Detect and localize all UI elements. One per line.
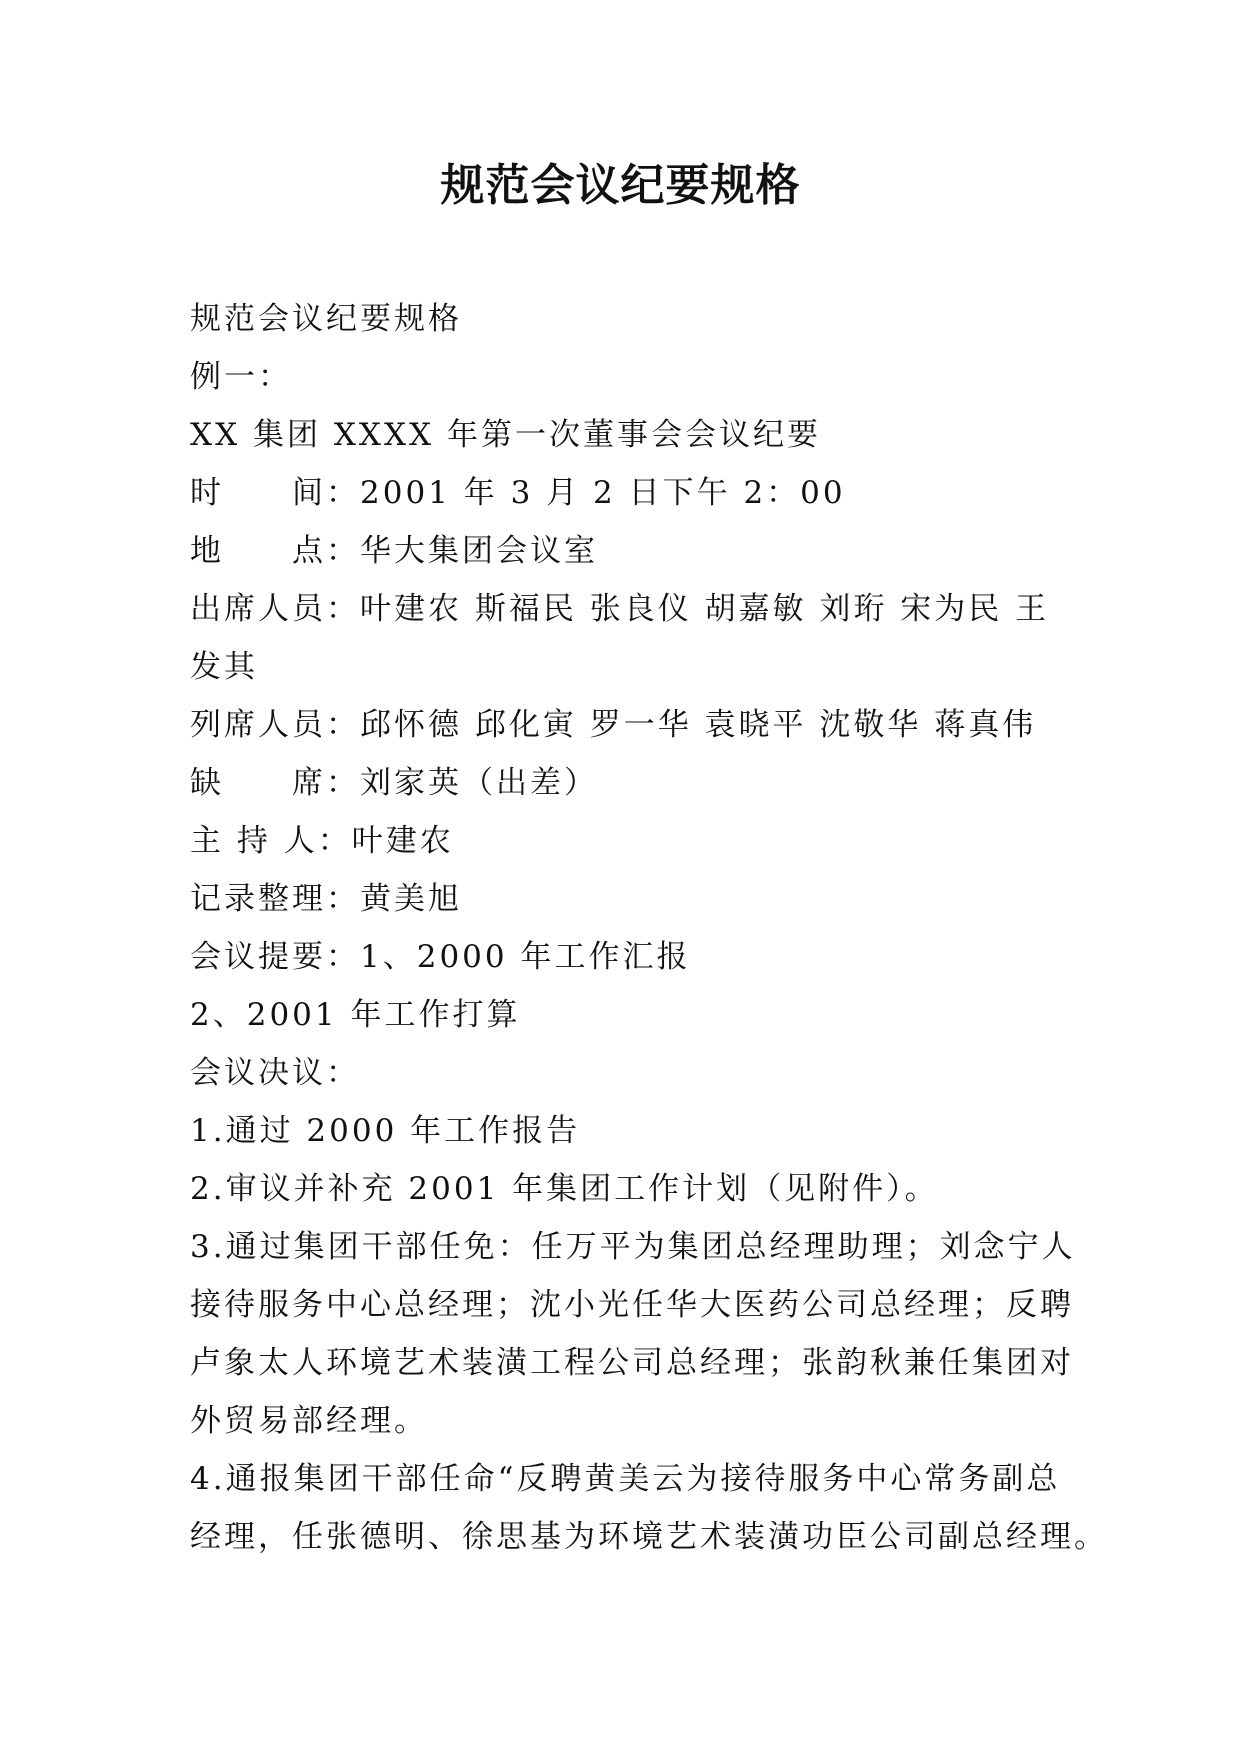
recorder-row [190, 870, 1070, 928]
resolution-2: 2.审议并补充 2001 年集团工作计划（见附件）。 [190, 1171, 939, 1207]
document-body [190, 290, 1108, 1566]
observers-label: 列席人员： [190, 707, 360, 743]
host-label: 主 持 人： [190, 823, 352, 859]
resolution-1: 1.通过 2000 年工作报告 [190, 1113, 581, 1149]
observers-row [190, 696, 1070, 754]
time-label: 时 间： [190, 475, 360, 511]
time-row [190, 464, 1070, 522]
agenda-row [190, 928, 1070, 986]
resolution-3-line-2: 接待服务中心总经理；沈小光任华大医药公司总经理；反聘 [190, 1287, 1074, 1323]
absent-label: 缺 席： [190, 765, 360, 801]
absent-value: 刘家英（出差） [360, 765, 598, 801]
resolution-4-line-2: 经理，任张德明、徐思基为环境艺术装潢功臣公司副总经理。 [190, 1519, 1108, 1555]
attendees-row-continued: 发其 [190, 649, 258, 685]
observers-value: 邱怀德 邱化寅 罗一华 袁晓平 沈敬华 蒋真伟 [360, 707, 1037, 743]
absent-row [190, 754, 1070, 812]
agenda-item-2: 2、2001 年工作打算 [190, 997, 521, 1033]
place-value: 华大集团会议室 [360, 533, 598, 569]
document-title: 规范会议纪要规格 [440, 160, 801, 211]
attendees-label: 出席人员： [190, 591, 360, 627]
recorder-label: 记录整理： [190, 881, 360, 917]
place-row [190, 522, 1070, 580]
resolution-4-line-1: 4.通报集团干部任命“反聘黄美云为接待服务中心常务副总 [190, 1461, 1061, 1497]
recorder-value: 黄美旭 [360, 881, 462, 917]
attendees-row [190, 580, 1070, 638]
meeting-title: XX 集团 XXXX 年第一次董事会会议纪要 [190, 417, 821, 453]
body-heading: 规范会议纪要规格 [190, 301, 462, 337]
host-row [190, 812, 1070, 870]
host-value: 叶建农 [351, 823, 454, 859]
agenda-item-1: 1、2000 年工作汇报 [360, 939, 691, 975]
attendees-value: 叶建农 斯福民 张良仪 胡嘉敏 刘珩 宋为民 王 [360, 591, 1050, 627]
place-label: 地 点： [190, 533, 360, 569]
agenda-label: 会议提要： [190, 939, 360, 975]
resolutions-label: 会议决议： [190, 1055, 360, 1091]
example-label: 例一： [190, 359, 292, 395]
resolution-3-line-1: 3.通过集团干部任免：任万平为集团总经理助理；刘念宁人 [190, 1229, 1076, 1265]
resolution-3-line-4: 外贸易部经理。 [190, 1403, 428, 1439]
time-value: 2001 年 3 月 2 日下午 2：00 [360, 475, 846, 511]
resolution-3-line-3: 卢象太人环境艺术装潢工程公司总经理；张韵秋兼任集团对 [190, 1345, 1074, 1381]
